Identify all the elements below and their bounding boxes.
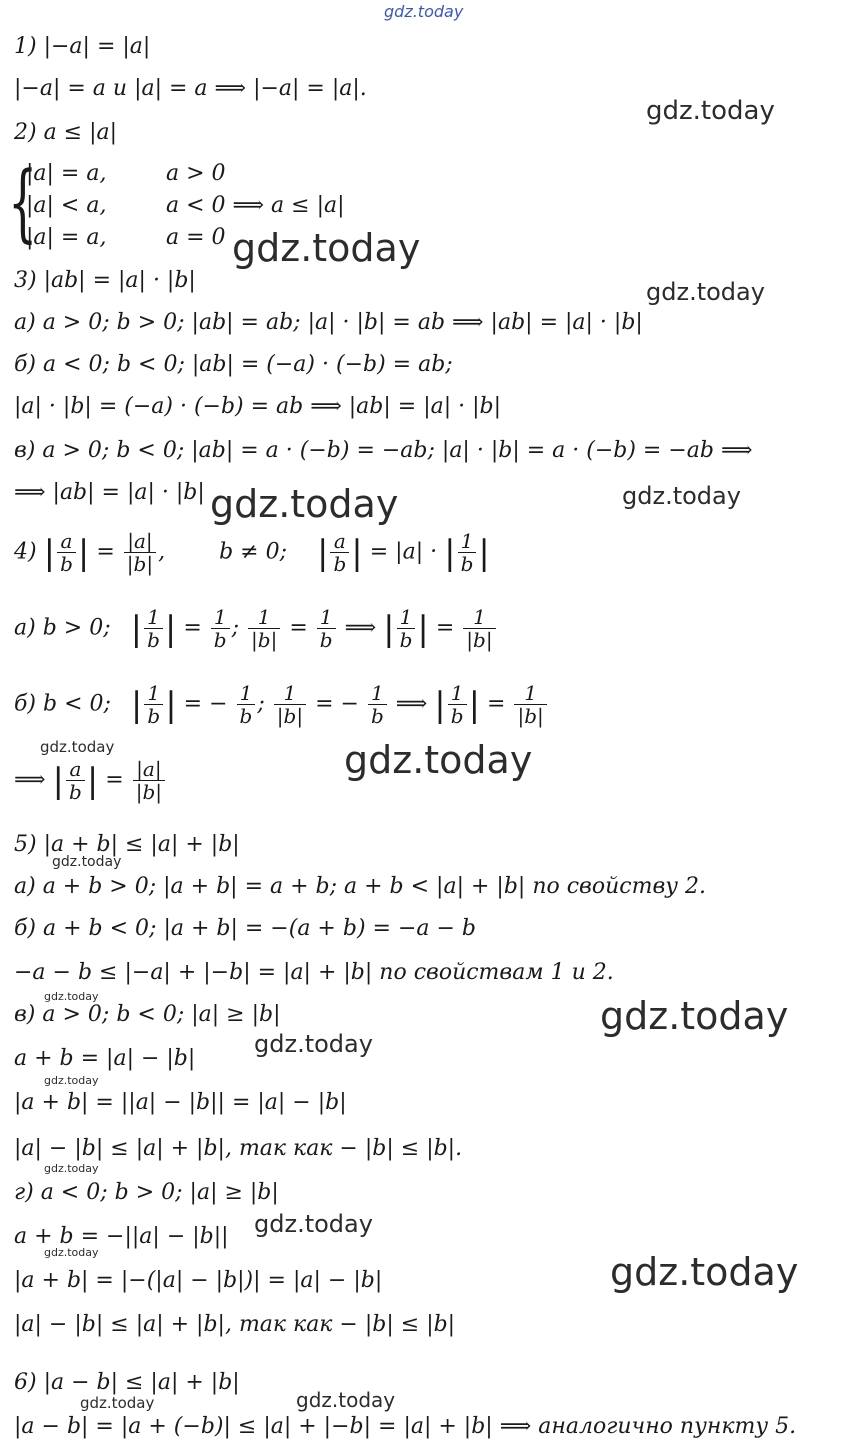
- system-row-3: [26, 223, 226, 253]
- item-4-title: 4) | $\frac{a}{b}$ | = $\frac{|a|}{|b|}$ , b ≠ 0; | $\frac{a}{b}$ | = |a| · | $\frac{1}{b}$ |: [14, 529, 490, 576]
- system-brace: {: [8, 153, 38, 251]
- system-row-1-eq: |a| = a,: [26, 161, 107, 186]
- item-3a: а) a > 0; b > 0; |ab| = ab; |a| · |b| = ab ⟹ |ab| = |a| · |b|: [14, 310, 643, 335]
- watermark: gdz.today: [600, 994, 789, 1038]
- item-5b: б) a + b < 0; |a + b| = −(a + b) = −a − b: [14, 916, 476, 941]
- item-1-proof: |−a| = a и |a| = a ⟹ |−a| = |a|.: [14, 76, 367, 101]
- item-3-title: 3) |ab| = |a| · |b|: [14, 268, 196, 293]
- watermark: gdz.today: [646, 96, 775, 126]
- watermark: gdz.today: [80, 1394, 155, 1412]
- watermark: gdz.today: [44, 990, 99, 1003]
- item-5d: г) a < 0; b > 0; |a| ≥ |b|: [14, 1180, 279, 1205]
- watermark: gdz.today: [344, 738, 533, 782]
- system-row-2: [26, 191, 345, 221]
- watermark: gdz.today: [44, 1074, 99, 1087]
- item-3b: б) a < 0; b < 0; |ab| = (−a) · (−b) = ab;: [14, 352, 453, 377]
- item-5c: в) a > 0; b < 0; |a| ≥ |b|: [14, 1002, 281, 1027]
- item-3c-cont: ⟹ |ab| = |a| · |b|: [14, 480, 205, 505]
- item-3b-cont: |a| · |b| = (−a) · (−b) = ab ⟹ |ab| = |a| · |b|: [14, 394, 502, 419]
- watermark: gdz.today: [610, 1250, 799, 1294]
- watermark: gdz.today: [622, 482, 741, 510]
- watermark: gdz.today: [254, 1210, 373, 1238]
- watermark: gdz.today: [646, 278, 765, 306]
- watermark-top: gdz.today: [384, 2, 464, 21]
- system-row-1: [26, 159, 226, 189]
- watermark: gdz.today: [296, 1388, 396, 1412]
- frac-1-over-b: $\frac{1}{b}$: [458, 530, 477, 575]
- item-3c: в) a > 0; b < 0; |ab| = a · (−b) = −ab; |a| · |b| = a · (−b) = −ab ⟹: [14, 438, 753, 463]
- item-5c-line4: |a| − |b| ≤ |a| + |b|, так как − |b| ≤ |b|.: [14, 1136, 463, 1161]
- item-5-title: 5) |a + b| ≤ |a| + |b|: [14, 832, 240, 857]
- item-2-title: 2) a ≤ |a|: [14, 120, 118, 145]
- item-4b: б) b < 0; | $\frac{1}{b}$ | = − $\frac{1}{b}$ ; $\frac{1}{|b|}$ = − $\frac{1}{b}$ ⟹ | $\frac{1}{b}$ | = $\frac{1}{|b|}$: [14, 682, 549, 727]
- frac-a-over-b: $\frac{a}{b}$: [57, 530, 76, 575]
- item-5c-line3: |a + b| = ||a| − |b|| = |a| − |b|: [14, 1090, 347, 1115]
- item-5b-cont: −a − b ≤ |−a| + |−b| = |a| + |b| по свойствам 1 и 2.: [14, 960, 614, 985]
- item-5c-line2: a + b = |a| − |b|: [14, 1046, 196, 1071]
- item-4-label: 4): [14, 539, 37, 565]
- system-row-3-eq: |a| = a,: [26, 225, 107, 250]
- frac-a-over-b-2: $\frac{a}{b}$: [330, 530, 349, 575]
- item-5a: а) a + b > 0; |a + b| = a + b; a + b < |a| + |b| по свойству 2.: [14, 874, 707, 899]
- watermark: gdz.today: [40, 738, 115, 756]
- system-row-2-cond: a < 0 ⟹ a ≤ |a|: [166, 193, 345, 218]
- watermark: gdz.today: [44, 1162, 99, 1175]
- watermark: gdz.today: [210, 482, 399, 526]
- item-4-result: ⟹ | $\frac{a}{b}$ | = $\frac{|a|}{|b|}$: [14, 758, 167, 803]
- system-row-1-cond: a > 0: [166, 161, 226, 186]
- watermark: gdz.today: [254, 1030, 373, 1058]
- item-4a: а) b > 0; | $\frac{1}{b}$ | = $\frac{1}{b}$ ; $\frac{1}{|b|}$ = $\frac{1}{b}$ ⟹ | $\frac{1}{b}$ | = $\frac{1}{|b|}$: [14, 606, 498, 651]
- item-1-title: 1) |−a| = |a|: [14, 34, 151, 59]
- item-6-proof: |a − b| = |a + (−b)| ≤ |a| + |−b| = |a| + |b| ⟹ аналогично пункту 5.: [14, 1414, 797, 1439]
- watermark: gdz.today: [44, 1246, 99, 1259]
- watermark: gdz.today: [232, 226, 421, 270]
- b-not-zero: b ≠ 0;: [219, 539, 287, 565]
- frac-abs-a-over-abs-b: $\frac{|a|}{|b|}$: [124, 530, 156, 575]
- item-6-title: 6) |a − b| ≤ |a| + |b|: [14, 1370, 240, 1395]
- item-5d-line2: a + b = −||a| − |b||: [14, 1224, 229, 1249]
- system-row-3-cond: a = 0: [166, 225, 226, 250]
- system-row-2-eq: |a| < a,: [26, 193, 107, 218]
- watermark: gdz.today: [52, 854, 122, 870]
- item-5d-line3: |a + b| = |−(|a| − |b|)| = |a| − |b|: [14, 1268, 383, 1293]
- item-5d-line4: |a| − |b| ≤ |a| + |b|, так как − |b| ≤ |b|: [14, 1312, 456, 1337]
